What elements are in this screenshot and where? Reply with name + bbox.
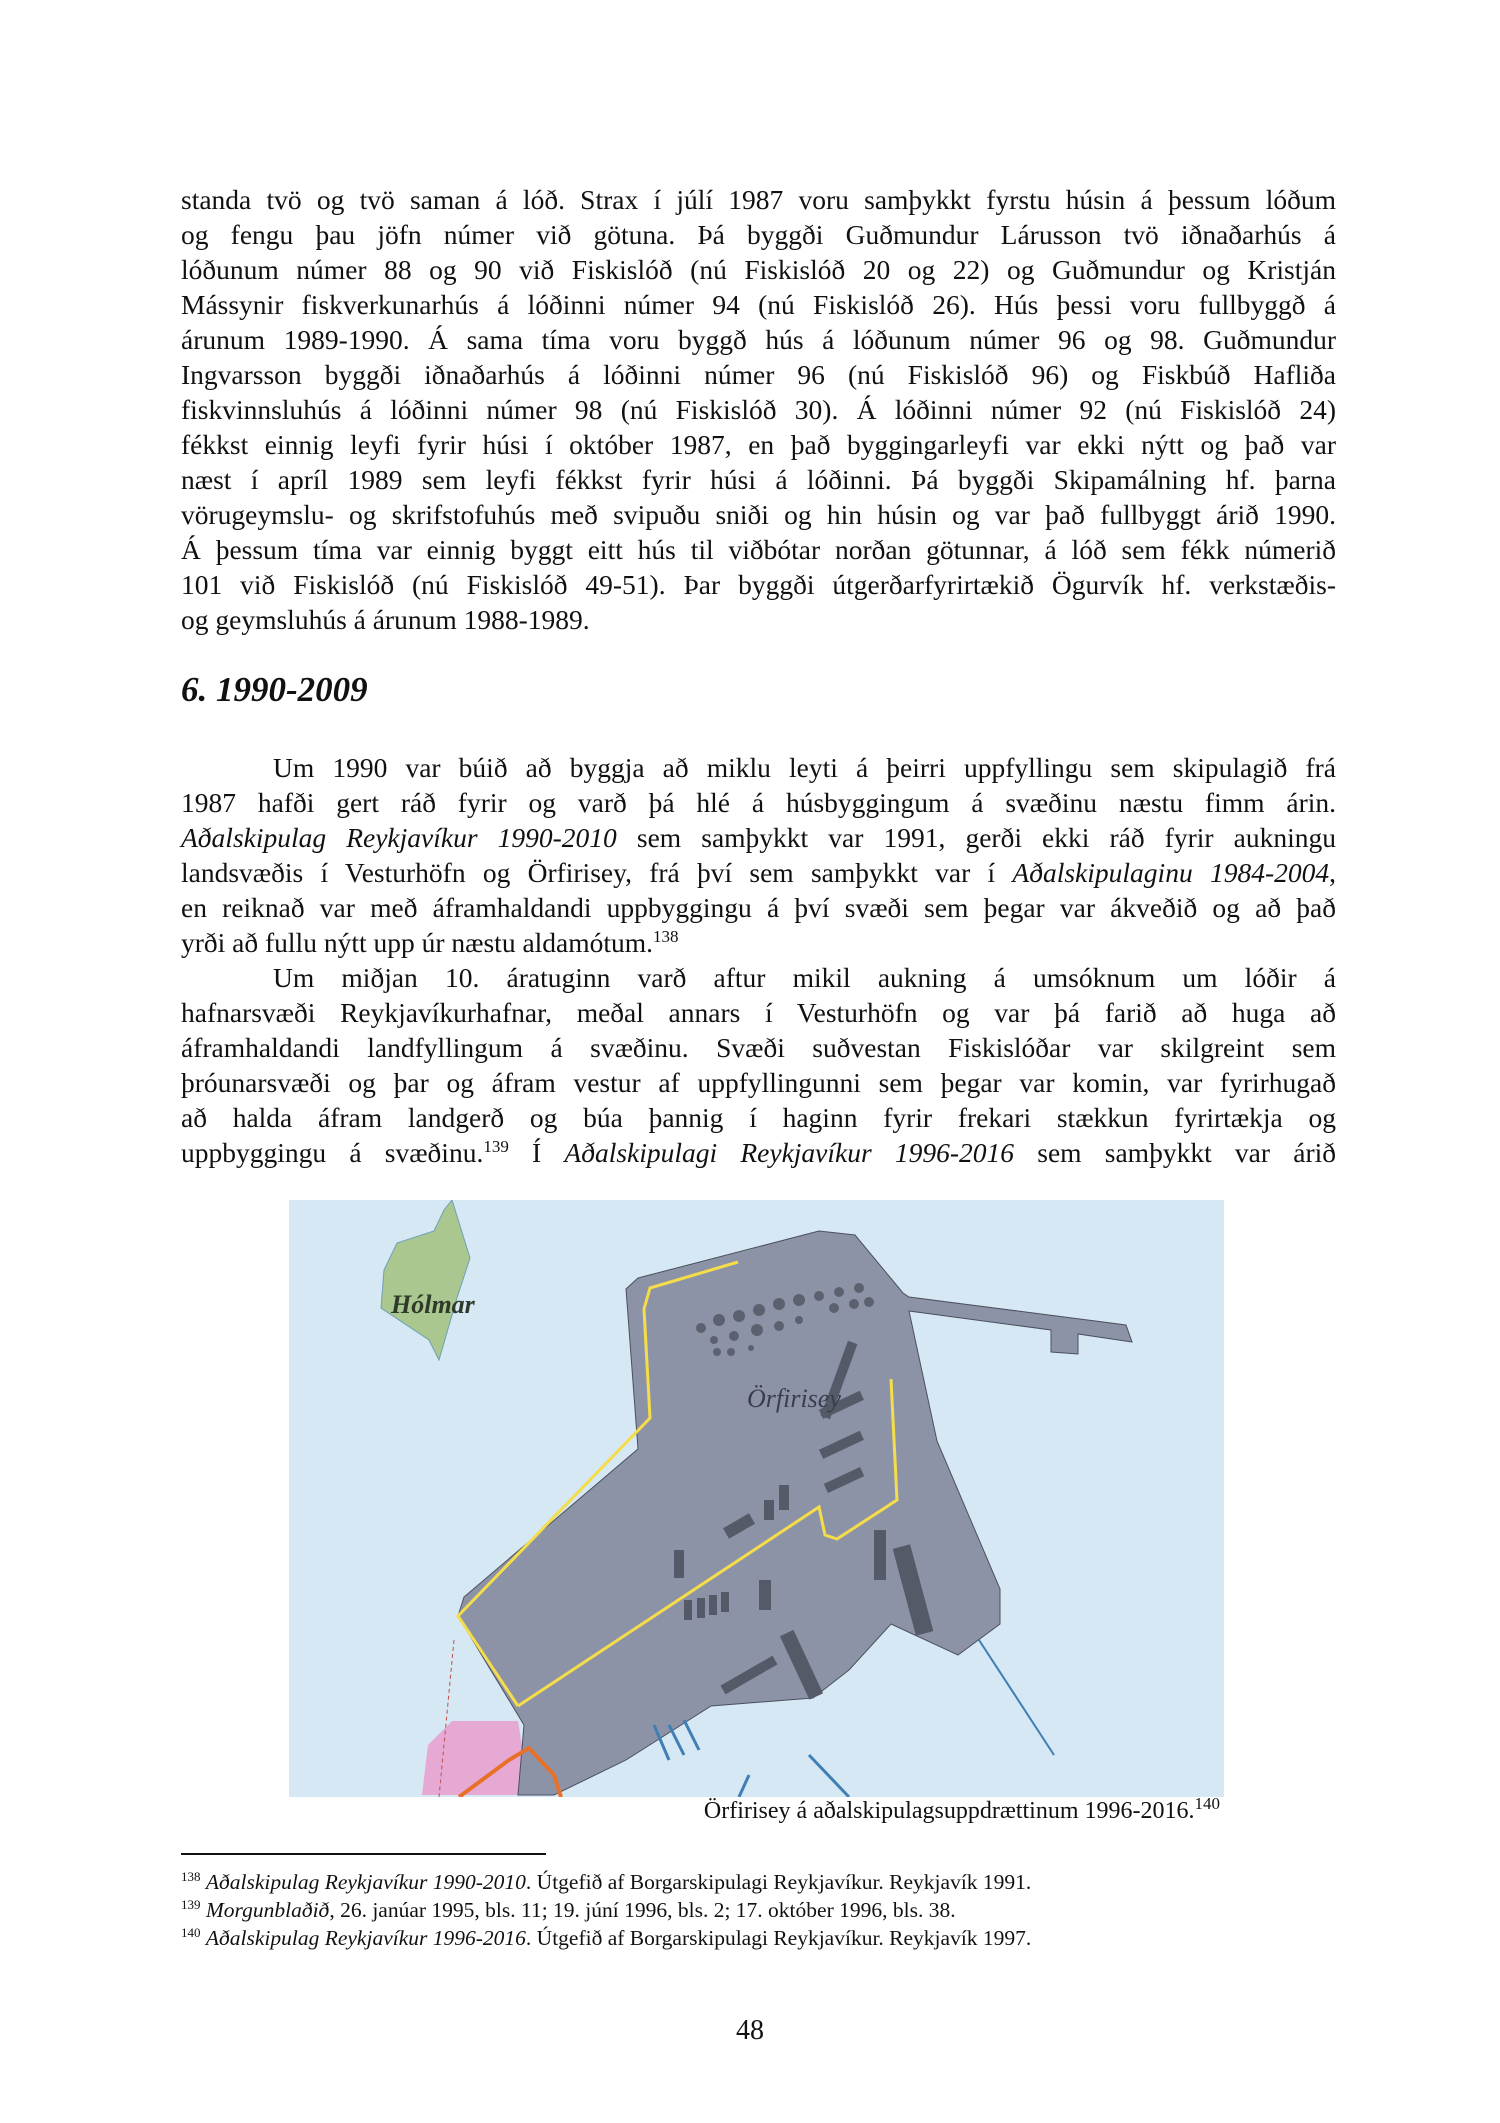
text-line (181, 890, 1336, 925)
text-run: yrði að fullu nýtt upp úr næstu aldamótum. (181, 927, 654, 958)
text-line (181, 995, 1336, 1030)
text-line (181, 532, 1336, 567)
text-run: . Útgefið af Borgarskipulagi Reykjavíkur. Reykjavík 1991. (525, 1870, 1032, 1894)
text-run: . Útgefið af Borgarskipulagi Reykjavíkur. Reykjavík 1997. (525, 1926, 1032, 1950)
text-line (181, 1100, 1336, 1135)
text-run: 101 við Fiskislóð (nú Fiskislóð 49-51). Þar byggði útgerðarfyrirtækið Ögurvík hf. verkstæðis- (181, 569, 1336, 600)
text-run: , (1329, 857, 1336, 888)
text-run: , 26. janúar 1995, bls. 11; 19. júní 1996, bls. 2; 17. október 1996, bls. 38. (329, 1898, 956, 1922)
text-line (181, 497, 1336, 532)
text-line (181, 1135, 1336, 1170)
text-line (181, 925, 1336, 960)
section-heading: 6. 1990-2009 (181, 670, 368, 709)
text-run: Ingvarsson byggði iðnaðarhús á lóðinni númer 96 (nú Fiskislóð 96) og Fiskbúð Hafliða (181, 359, 1336, 390)
text-line (181, 1065, 1336, 1100)
text-run: uppbyggingu á svæðinu. (181, 1137, 484, 1168)
italic-text: Morgunblaðið (205, 1898, 330, 1922)
text-line (181, 287, 1336, 322)
italic-text: Aðalskipulaginu 1984-2004 (1012, 857, 1330, 888)
footnote (181, 1924, 1031, 1952)
text-run: Um 1990 var búið að byggja að miklu leyti á þeirri uppfyllingu sem skipulagið frá (273, 752, 1336, 783)
text-run: hafnarsvæði Reykjavíkurhafnar, meðal annars í Vesturhöfn og var þá farið að huga að (181, 997, 1336, 1028)
footnote-ref: 140 (1194, 1794, 1220, 1813)
text-run: Í (508, 1137, 565, 1168)
text-run: og fengu þau jöfn númer við götuna. Þá byggði Guðmundur Lárusson tvö iðnaðarhús á (181, 219, 1336, 250)
text-run: landsvæðis í Vesturhöfn og Örfirisey, frá því sem samþykkt var í (181, 857, 1013, 888)
text-run: fékkst einnig leyfi fyrir húsi í október 1987, en það byggingarleyfi var ekki nýtt og það var (181, 429, 1336, 460)
text-line (181, 252, 1336, 287)
footnote-ref: 139 (483, 1136, 509, 1156)
text-run: Um miðjan 10. áratuginn varð aftur mikil aukning á umsóknum um lóðir á (273, 962, 1336, 993)
text-run: næst í apríl 1989 sem leyfi fékkst fyrir húsi á lóðinni. Þá byggði Skipamálning hf. þarna (181, 464, 1336, 495)
text-line (181, 602, 1336, 637)
paragraph (181, 750, 1336, 960)
text-run: sem samþykkt var árið (1014, 1137, 1336, 1168)
text-line (181, 960, 1336, 995)
footnotes (181, 1868, 1031, 1952)
italic-text: Aðalskipulagi Reykjavíkur 1996-2016 (564, 1137, 1015, 1168)
text-run: 1987 hafði gert ráð fyrir og varð þá hlé á húsbyggingum á svæðinu næstu fimm árin. (181, 787, 1336, 818)
text-run: áframhaldandi landfyllingum á svæðinu. Svæði suðvestan Fiskislóðar var skilgreint sem (181, 1032, 1336, 1063)
text-run: Mássynir fiskverkunarhús á lóðinni númer 94 (nú Fiskislóð 26). Hús þessi voru fullbyggð á (181, 289, 1336, 320)
text-line (181, 182, 1336, 217)
text-run: standa tvö og tvö saman á lóð. Strax í júlí 1987 voru samþykkt fyrstu húsin á þessum lóðum (181, 184, 1336, 215)
footnote (181, 1868, 1031, 1896)
footnote-number: 139 (181, 1896, 201, 1912)
text-run: Á þessum tíma var einnig byggt eitt hús til viðbótar norðan götunnar, á lóð sem fékk númerið (181, 534, 1336, 565)
text-line (181, 462, 1336, 497)
text-line (181, 427, 1336, 462)
caption-text: Örfirisey á aðalskipulagsuppdrættinum 1996-2016. (703, 1798, 1195, 1824)
text-line (181, 820, 1336, 855)
text-line (181, 567, 1336, 602)
text-run: lóðunum númer 88 og 90 við Fiskislóð (nú Fiskislóð 20 og 22) og Guðmundur og Kristján (181, 254, 1336, 285)
page-number: 48 (736, 2015, 764, 2046)
footnote-number: 140 (181, 1924, 201, 1940)
text-line (181, 217, 1336, 252)
paragraph (181, 182, 1336, 637)
paragraph (181, 960, 1336, 1170)
text-line (181, 785, 1336, 820)
holmar-label: Hólmar (391, 1290, 475, 1319)
text-line (181, 357, 1336, 392)
text-run: þróunarsvæði og þar og áfram vestur af uppfyllingunni sem þegar var komin, var fyrirhugað (181, 1067, 1336, 1098)
text-line (181, 322, 1336, 357)
footnote-divider (181, 1853, 546, 1855)
italic-text: Aðalskipulag Reykjavíkur 1990-2010 (205, 1870, 526, 1894)
text-run: og geymsluhús á árunum 1988-1989. (181, 604, 590, 635)
italic-text: Aðalskipulag Reykjavíkur 1990-2010 (181, 822, 617, 853)
footnote-number: 138 (181, 1868, 201, 1884)
text-line (181, 1030, 1336, 1065)
text-run: árunum 1989-1990. Á sama tíma voru byggð hús á lóðunum númer 96 og 98. Guðmundur (181, 324, 1336, 355)
italic-text: Aðalskipulag Reykjavíkur 1996-2016 (205, 1926, 526, 1950)
text-line (181, 855, 1336, 890)
text-run: en reiknað var með áframhaldandi uppbyggingu á því svæði sem þegar var ákveðið og að það (181, 892, 1336, 923)
footnote (181, 1896, 1031, 1924)
orfirisey-label: Örfirisey (747, 1384, 841, 1413)
footnote-ref: 138 (653, 926, 679, 946)
text-line (181, 392, 1336, 427)
figure-caption (703, 1794, 1220, 1825)
text-run: vörugeymslu- og skrifstofuhús með svipuðu sniði og hin húsin og var það fullbyggt árið 1990. (181, 499, 1336, 530)
text-line (181, 750, 1336, 785)
map-figure (289, 1200, 1224, 1797)
text-run: sem samþykkt var 1991, gerði ekki ráð fyrir aukningu (616, 822, 1336, 853)
text-run: að halda áfram landgerð og búa þannig í haginn fyrir frekari stækkun fyrirtækja og (181, 1102, 1336, 1133)
text-run: fiskvinnsluhús á lóðinni númer 98 (nú Fiskislóð 30). Á lóðinni númer 92 (nú Fiskislóð 24) (181, 394, 1336, 425)
